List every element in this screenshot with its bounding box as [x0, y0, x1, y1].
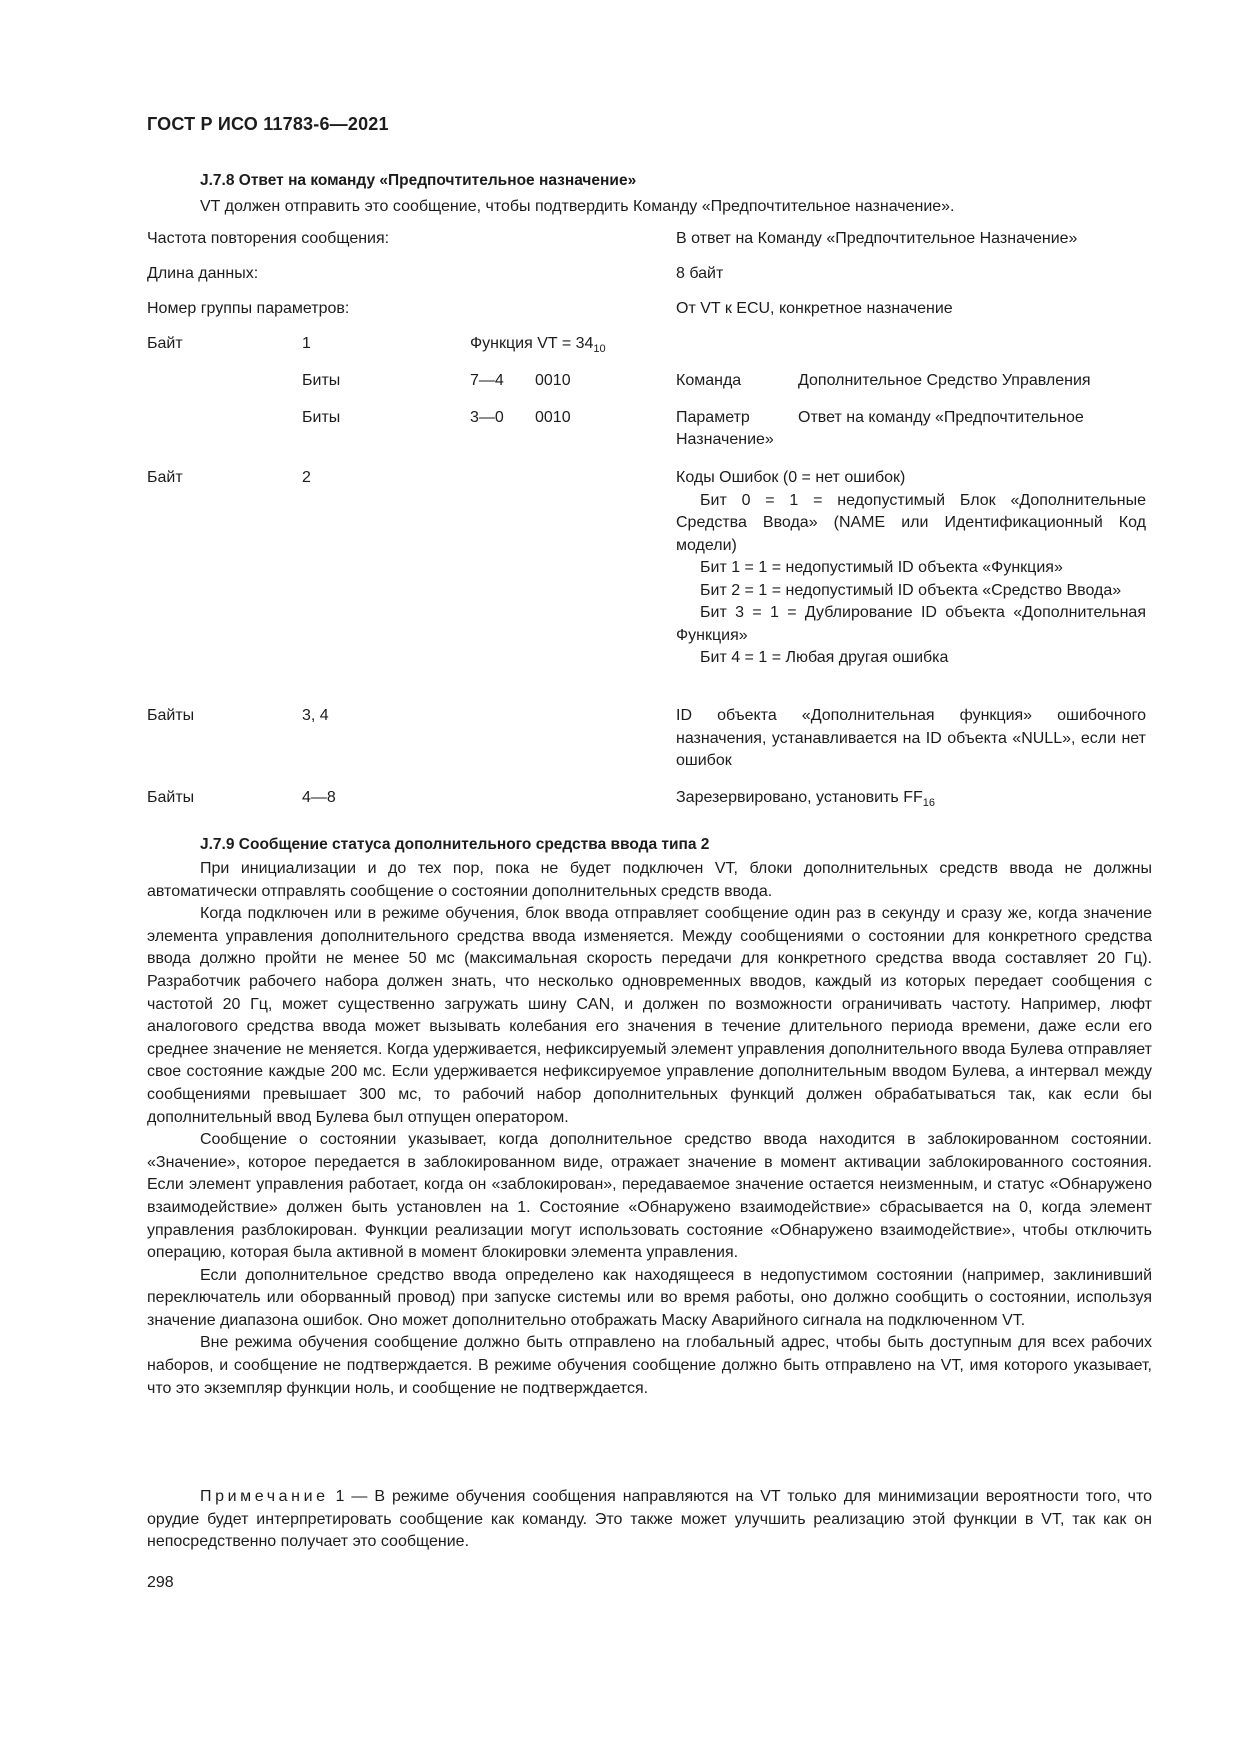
param-label-repeat-rate: Частота повторения сообщения:: [147, 230, 390, 247]
param-value-pgn: От VT к ECU, конкретное назначение: [676, 300, 953, 317]
bits-a-code: 0010: [535, 372, 571, 389]
byte34-number: 3, 4: [302, 707, 329, 724]
error-codes-heading: Коды Ошибок (0 = нет ошибок): [676, 469, 906, 486]
byte2-label: Байт: [147, 469, 183, 486]
bits-b-description: Ответ на команду «Предпочтительное: [798, 409, 1084, 426]
param-label-data-length: Длина данных:: [147, 265, 259, 282]
paragraph: Если дополнительное средство ввода определено как находящееся в недопустимом состоянии (например, заклинивший переключатель или оборванный провод) при запуске системы или во время работы, оно должно сообщить о состоянии, используя значение диапазона ошибок. Оно может дополнительно отображать Маску Аварийного сигнала на подключенном VT.: [147, 1266, 1152, 1329]
byte48-label: Байты: [147, 789, 195, 806]
page-number: 298: [147, 1574, 174, 1591]
bits-a-name: Команда: [676, 372, 742, 389]
bits-b-code: 0010: [535, 409, 571, 426]
byte34-description: ID объекта «Дополнительная функция» ошибочного назначения, устанавливается на ID объекта «NULL», если нет ошибок: [676, 707, 1146, 769]
error-bit0: Бит 0 = 1 = недопустимый Блок «Дополнительные Средства Ввода» (NAME или Идентификационный Код модели): [676, 491, 1146, 554]
note: [147, 1486, 1152, 1554]
error-bit2: Бит 2 = 1 = недопустимый ID объекта «Средство Ввода»: [700, 581, 1122, 599]
byte48-description: Зарезервировано, установить $FF_{16}$: [676, 789, 935, 809]
error-codes-block: [676, 467, 1146, 670]
bits-a-description: Дополнительное Средство Управления: [798, 372, 1091, 389]
bits-b-description-cont: Назначение»: [676, 431, 774, 448]
note-text: 1 — В режиме обучения сообщения направляются на VT только для минимизации вероятности того, что орудие будет интерпретировать сообщение как команду. Это также может улучшить реализацию этой функции в VT, так как он непосредственно получает это сообщение.: [147, 1488, 1152, 1551]
error-bit3: Бит 3 = 1 = Дублирование ID объекта «Дополнительная Функция»: [676, 604, 1146, 644]
section-j79-body: [147, 858, 1152, 1400]
bits-a-range: 7—4: [470, 372, 504, 389]
byte34-label: Байты: [147, 707, 195, 724]
param-value-repeat-rate: В ответ на Команду «Предпочтительное Назначение»: [676, 230, 1078, 247]
paragraph: Вне режима обучения сообщение должно быть отправлено на глобальный адрес, чтобы быть доступным для всех рабочих наборов, и сообщение не подтверждается. В режиме обучения сообщение должно быть отправлено на VT, имя которого указывает, что это экземпляр функции ноль, и сообщение не подтверждается.: [147, 1334, 1152, 1397]
error-bit4: Бит 4 = 1 = Любая другая ошибка: [700, 649, 949, 666]
bits-b-name: Параметр: [676, 409, 750, 426]
paragraph: Сообщение о состоянии указывает, когда дополнительное средство ввода находится в заблокированном состоянии. «Значение», которое передается в заблокированном виде, отражает значение в момент активации заблокированного состояния. Если элемент управления работает, когда он «заблокирован», передаваемое значение остается неизменным, и статус «Обнаружено взаимодействие» должен быть установлен на 1. Состояние «Обнаружено взаимодействие» сбрасывается на 0, когда элемент управления разблокирован. Функции реализации могут использовать состояние «Обнаружено взаимодействие», чтобы отключить операцию, которая была активной в момент блокировки элемента управления.: [147, 1131, 1152, 1262]
byte48-number: 4—8: [302, 789, 336, 806]
param-label-pgn: Номер группы параметров:: [147, 300, 350, 317]
paragraph: При инициализации и до тех пор, пока не будет подключен VT, блоки дополнительных средств ввода не должны автоматически отправлять сообщение о состоянии дополнительных средств ввода.: [147, 860, 1152, 900]
error-bit1: Бит 1 = 1 = недопустимый ID объекта «Функция»: [700, 559, 1063, 576]
byte1-label: Байт: [147, 335, 183, 352]
byte2-number: 2: [302, 469, 311, 486]
byte1-function: Функция VT = $34_{10}$: [470, 335, 606, 355]
byte1-number: 1: [302, 335, 311, 352]
bits-b-range: 3—0: [470, 409, 504, 426]
param-value-data-length: 8 байт: [676, 265, 724, 282]
document-header: ГОСТ Р ИСО 11783-6—2021: [147, 114, 389, 134]
note-label: Примечание: [200, 1488, 329, 1505]
bits-a-label: Биты: [302, 372, 341, 389]
section-j78-title: J.7.8 Ответ на команду «Предпочтительное назначение»: [200, 172, 637, 189]
paragraph: Когда подключен или в режиме обучения, блок ввода отправляет сообщение один раз в секунду и сразу же, когда значение элемента управления дополнительного средства ввода изменяется. Между сообщениями о состоянии для конкретного средства ввода должно пройти не менее 50 мс (максимальная скорость передачи для конкретного средства ввода составляет 20 Гц). Разработчик рабочего набора должен знать, что несколько одновременных вводов, каждый из которых передает сообщения с частотой 20 Гц, может существенно загружать шину CAN, и должен по возможности ограничивать частоту. Например, люфт аналогового средства ввода может вызывать колебания его значения в течение длительного периода времени, даже если его среднее значение не меняется. Когда удерживается, нефиксируемый элемент управления дополнительного ввода Булева отправляет свое состояние каждые 200 мс. Если удерживается нефиксируемое управление дополнительным вводом Булева, а интервал между сообщениями превышает 300 мс, то рабочий набор дополнительных функций должен обрабатываться так, как если бы дополнительный ввод Булева был отпущен оператором.: [147, 905, 1152, 1126]
section-j78-intro: VT должен отправить это сообщение, чтобы подтвердить Команду «Предпочтительное назначение».: [200, 198, 955, 215]
section-j79-title: J.7.9 Сообщение статуса дополнительного средства ввода типа 2: [200, 836, 710, 853]
bits-b-label: Биты: [302, 409, 341, 426]
